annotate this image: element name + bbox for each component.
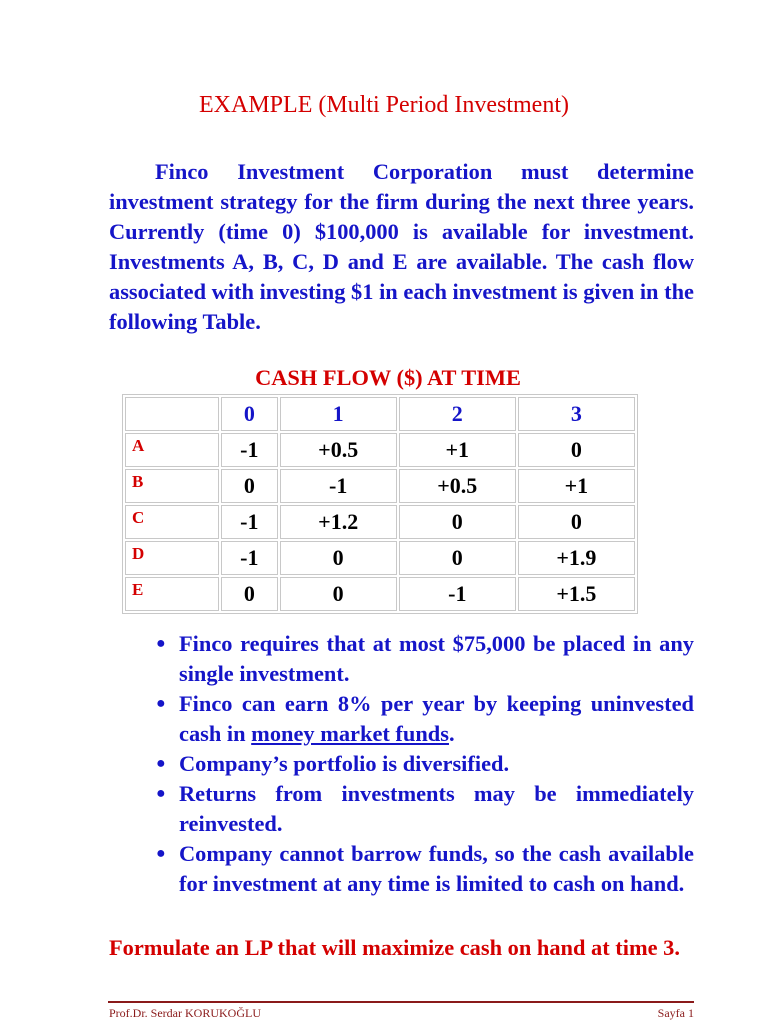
page-title: EXAMPLE (Multi Period Investment) bbox=[199, 92, 569, 118]
column-header: 0 bbox=[221, 397, 278, 431]
table-row bbox=[125, 505, 635, 539]
table-cell: +1 bbox=[399, 433, 516, 467]
table-title: CASH FLOW ($) AT TIME bbox=[255, 365, 521, 390]
table-header-row bbox=[125, 397, 635, 431]
table-cell: +1 bbox=[518, 469, 635, 503]
footer-divider bbox=[108, 1001, 694, 1003]
list-item bbox=[156, 629, 694, 689]
footer-author: Prof.Dr. Serdar KORUKOĞLU bbox=[109, 1006, 261, 1020]
table-cell: 0 bbox=[221, 577, 278, 611]
table-cell: 0 bbox=[518, 433, 635, 467]
bullet-icon: ● bbox=[156, 845, 166, 862]
table-cell: 0 bbox=[399, 505, 516, 539]
table-cell: 0 bbox=[221, 469, 278, 503]
table-cell: 0 bbox=[518, 505, 635, 539]
bullet-text: Company’s portfolio is diversified. bbox=[179, 751, 510, 776]
bullet-icon: ● bbox=[156, 785, 166, 802]
bullet-text: Finco can earn 8% per year by keeping uninvested cash in bbox=[179, 691, 694, 746]
table-row bbox=[125, 433, 635, 467]
footer-page-number: Sayfa 1 bbox=[657, 1006, 694, 1020]
bullet-icon: ● bbox=[156, 635, 166, 652]
table-row bbox=[125, 541, 635, 575]
bullet-text: . bbox=[448, 721, 455, 746]
bullet-icon: ● bbox=[156, 755, 166, 772]
column-header: 2 bbox=[399, 397, 516, 431]
bullet-text: Company cannot barrow funds, so the cash available for investment at any time is limited to cash on hand. bbox=[179, 841, 694, 896]
table-cell: -1 bbox=[221, 433, 278, 467]
bullet-text: Finco requires that at most $75,000 be placed in any single investment. bbox=[179, 631, 694, 686]
table-cell: +0.5 bbox=[399, 469, 516, 503]
money-market-funds-link[interactable]: money market funds bbox=[251, 721, 449, 746]
row-label: B bbox=[125, 469, 219, 503]
table-cell: 0 bbox=[280, 541, 397, 575]
table-cell: 0 bbox=[280, 577, 397, 611]
problem-statement: Formulate an LP that will maximize cash on hand at time 3. bbox=[109, 935, 680, 960]
list-item bbox=[156, 749, 694, 779]
row-label: A bbox=[125, 433, 219, 467]
table-cell: 0 bbox=[399, 541, 516, 575]
column-header: 3 bbox=[518, 397, 635, 431]
row-label: E bbox=[125, 577, 219, 611]
table-cell: -1 bbox=[399, 577, 516, 611]
table-cell: -1 bbox=[280, 469, 397, 503]
intro-paragraph: Finco Investment Corporation must determine investment strategy for the firm during the next three years. Currently (time 0) $100,000 is available for investment. Investments A, B, C, D and E are available. The cash flow associated with investing $1 in each investment is given in the following Table. bbox=[109, 159, 694, 334]
row-label: C bbox=[125, 505, 219, 539]
bullet-icon: ● bbox=[156, 695, 166, 712]
list-item bbox=[156, 689, 694, 749]
list-item bbox=[156, 839, 694, 899]
list-item bbox=[156, 779, 694, 839]
table-row bbox=[125, 469, 635, 503]
cash-flow-table bbox=[122, 394, 638, 614]
table-cell: -1 bbox=[221, 541, 278, 575]
table-cell: -1 bbox=[221, 505, 278, 539]
corner-cell bbox=[125, 397, 219, 431]
table-cell: +0.5 bbox=[280, 433, 397, 467]
table-cell: +1.9 bbox=[518, 541, 635, 575]
row-label: D bbox=[125, 541, 219, 575]
table-cell: +1.2 bbox=[280, 505, 397, 539]
assumptions-list bbox=[156, 629, 694, 899]
table-cell: +1.5 bbox=[518, 577, 635, 611]
column-header: 1 bbox=[280, 397, 397, 431]
bullet-text: Returns from investments may be immediately reinvested. bbox=[179, 781, 694, 836]
table-row bbox=[125, 577, 635, 611]
